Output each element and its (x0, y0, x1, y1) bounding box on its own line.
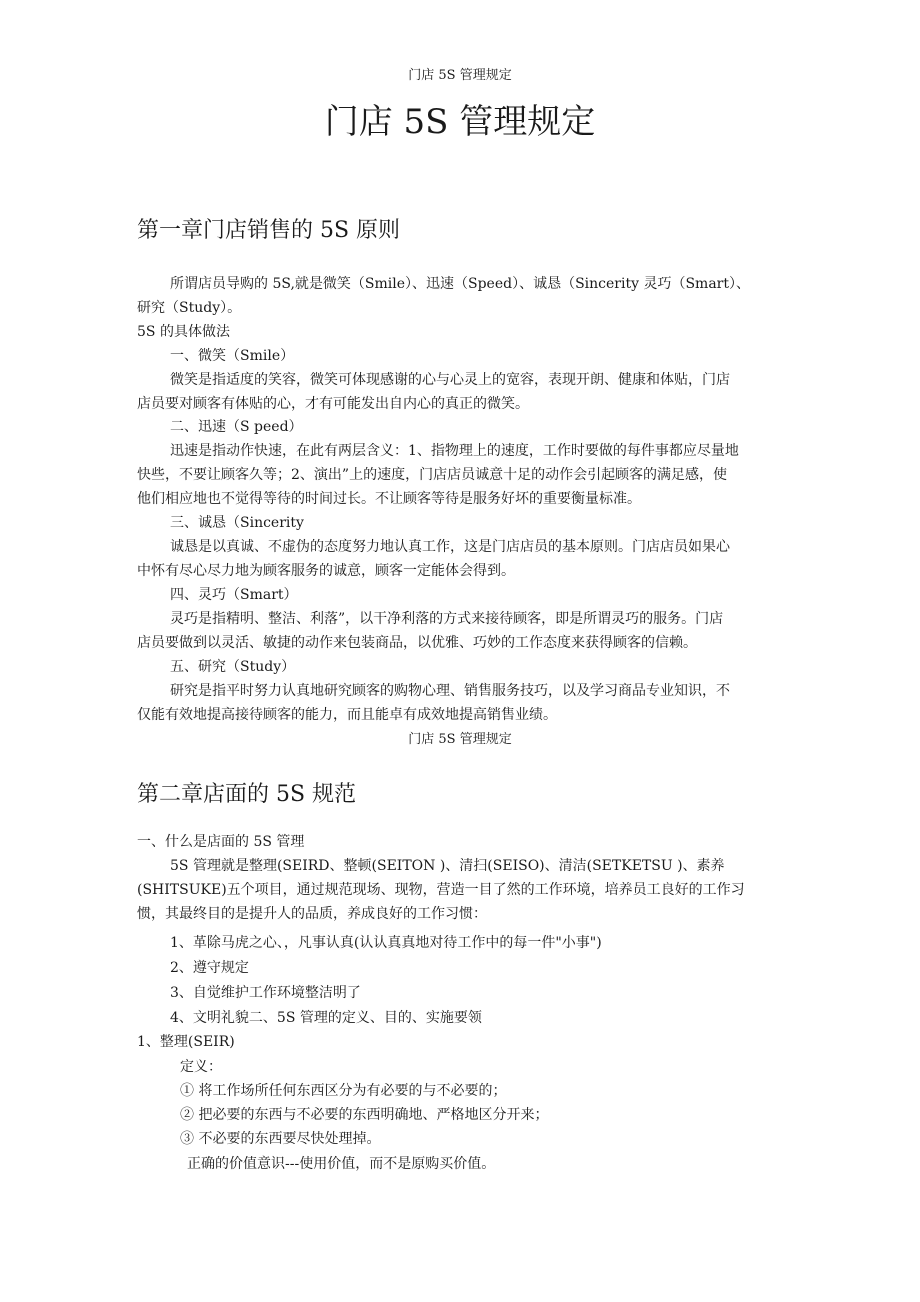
value-note: 正确的价值意识---使用价值，而不是原购买价值。 (187, 1156, 496, 1172)
seiri-heading: 1、整理(SEIR) (137, 1034, 235, 1050)
ch1-intro-line-2: 研究（Study）。 (137, 300, 242, 316)
sincerity-line-1: 诚恳是以真诚、不虚伪的态度努力地认真工作，这是门店店员的基本原则。门店店员如果心 (170, 539, 730, 555)
definition-item-1: ① 将工作场所任何东西区分为有必要的与不必要的； (180, 1083, 507, 1099)
page-title: 门店 5S 管理规定 (324, 102, 596, 142)
goal-item-1: 1、革除马虎之心、，凡事认真(认认真真地对待工作中的每一件"小事") (170, 935, 602, 951)
ch1-intro-line-1: 所谓店员导购的 5S,就是微笑（Smile）、迅速（Speed）、诚恳（Sincerity 灵巧（Smart）、 (170, 276, 750, 292)
running-header-2: 门店 5S 管理规定 (408, 732, 512, 747)
smile-line-2: 店员要对顾客有体贴的心，才有可能发出自内心的真正的微笑。 (137, 396, 529, 412)
speed-line-1: 迅速是指动作快速，在此有两层含义：1、指物理上的速度，工作时要做的每件事都应尽量地 (170, 443, 739, 459)
speed-heading: 二、迅速（S peed） (170, 419, 303, 435)
smart-heading: 四、灵巧（Smart） (170, 587, 298, 603)
what-is-5s-heading: 一、什么是店面的 5S 管理 (137, 834, 305, 850)
goal-item-3: 3、自觉维护工作环境整洁明了 (170, 985, 361, 1001)
smart-line-2: 店员要做到以灵活、敏捷的动作来包装商品，以优雅、巧妙的工作态度来获得顾客的信赖。 (137, 635, 697, 651)
definition-item-2: ② 把必要的东西与不必要的东西明确地、严格地区分开来； (180, 1107, 549, 1123)
smart-line-1: 灵巧是指精明、整洁、利落”，以干净利落的方式来接待顾客，即是所谓灵巧的服务。门店 (170, 611, 724, 627)
smile-line-1: 微笑是指适度的笑容，微笑可体现感谢的心与心灵上的宽容，表现开朗、健康和体贴，门店 (170, 372, 730, 388)
definition-line-1: 5S 管理就是整理(SEIRD、整顿(SEITON )、清扫(SEISO)、清洁(SETKETSU )、素养 (170, 858, 725, 874)
study-heading: 五、研究（Study） (170, 659, 296, 675)
speed-line-2: 快些，不要让顾客久等；2、演出”上的速度，门店店员诚意十足的动作会引起顾客的满足感，使 (137, 467, 728, 483)
chapter-1-heading: 第一章门店销售的 5S 原则 (137, 218, 401, 243)
running-header: 门店 5S 管理规定 (408, 68, 512, 83)
definition-line-3: 惯，其最终目的是提升人的品质，养成良好的工作习惯： (137, 906, 487, 922)
goal-item-2: 2、遵守规定 (170, 960, 249, 976)
study-line-2: 仅能有效地提高接待顾客的能力，而且能卓有成效地提高销售业绩。 (137, 707, 557, 723)
goal-item-4: 4、文明礼貌二、5S 管理的定义、目的、实施要领 (170, 1010, 482, 1026)
chapter-2-heading: 第二章店面的 5S 规范 (137, 782, 357, 807)
definition-item-3: ③ 不必要的东西要尽快处理掉。 (180, 1131, 381, 1147)
definition-label: 定义： (180, 1059, 222, 1075)
smile-heading: 一、微笑（Smile） (170, 348, 295, 364)
definition-line-2: (SHITSUKE)五个项目，通过规范现场、现物，营造一目了然的工作环境，培养员工良好的工作习 (137, 882, 745, 898)
sincerity-heading: 三、诚恳（Sincerity (170, 515, 304, 531)
ch1-method-heading: 5S 的具体做法 (137, 324, 230, 340)
study-line-1: 研究是指平时努力认真地研究顾客的购物心理、销售服务技巧，以及学习商品专业知识，不 (170, 683, 730, 699)
speed-line-3: 他们相应地也不觉得等待的时间过长。不让顾客等待是服务好坏的重要衡量标准。 (137, 491, 641, 507)
sincerity-line-2: 中怀有尽心尽力地为顾客服务的诚意，顾客一定能体会得到。 (137, 563, 515, 579)
